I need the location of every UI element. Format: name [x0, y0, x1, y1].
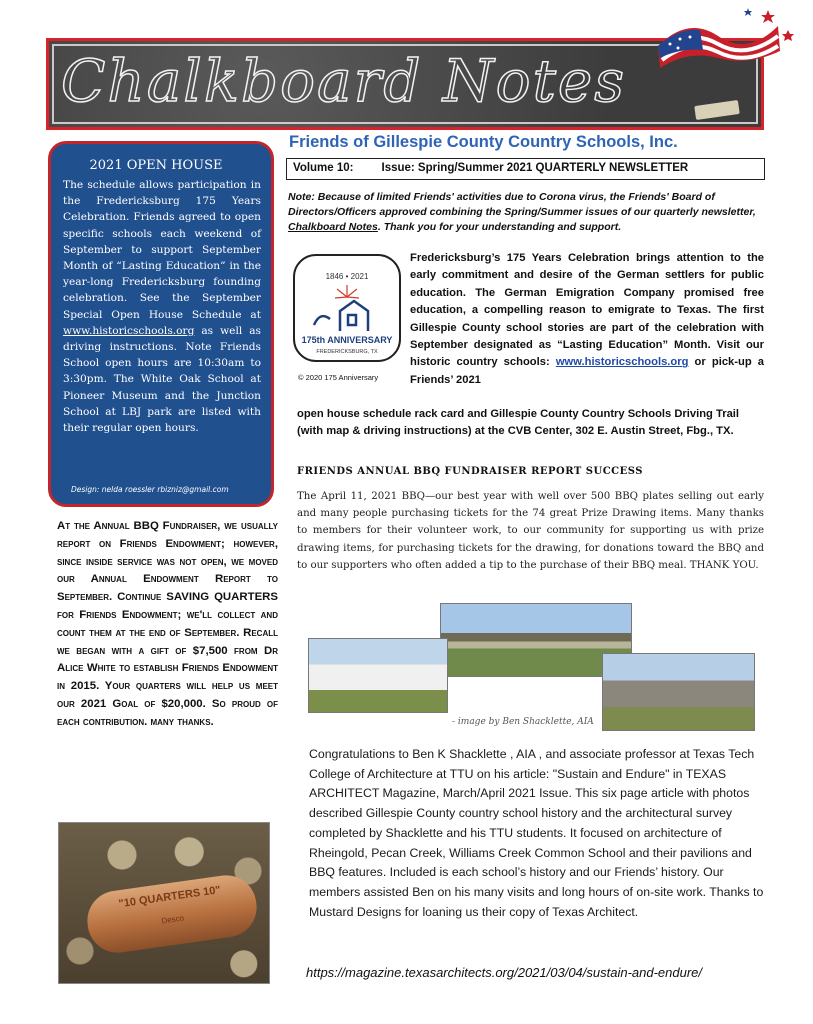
newsletter-title: Chalkboard Notes	[61, 47, 626, 115]
roll-mark: Desco	[160, 913, 185, 926]
roll-text: "10 QUARTERS 10"	[117, 884, 222, 911]
open-house-heading: 2021 OPEN HOUSE	[89, 158, 223, 173]
organization-title: Friends of Gillespie County Country Schools, Inc.	[289, 133, 678, 151]
celebration-text	[410, 250, 764, 389]
endowment-text: At the Annual BBQ Fundraiser, we usually report on Friends Endowment; however, since inside service was not open, we moved our Annual Endowment Report to September. Continue SAVING QUARTERS for Friends Endowment; we'll collect and count them at the end of September. Recall we began with a gift of $7,500 from Dr Alice White to establish Friends Endowment in 2015. Your quarters will help us meet our 2021 Goal of $20,000. So proud of each contribution. many thanks.	[57, 520, 278, 728]
celebration-link[interactable]: www.historicschools.org	[555, 356, 689, 369]
open-house-text-before: The schedule allows participation in the Fredericksburg 175 Years Celebration. Friends agreed to open specific schools each weekend of September to support September Month of “Lasting Education” in the year-long Fredericksburg founding celebration. See the September Special Open House Schedule at	[63, 179, 261, 321]
open-house-text	[51, 173, 271, 436]
photo-caption: - image by Ben Shacklette, AIA	[452, 717, 594, 727]
open-house-box	[48, 141, 274, 507]
logo-place: FREDERICKSBURG, TX	[316, 349, 378, 355]
quarters-photo	[58, 822, 270, 984]
anniversary-logo	[292, 253, 402, 368]
editor-note	[288, 190, 764, 235]
design-credit: Design: nelda roessler rbizniz@gmail.com	[71, 485, 229, 494]
note-text-before: Note: Because of limited Friends' activities due to Corona virus, the Friends' Board of Directors/Officers approved combining the Spring/Summer issues of our quarterly newsletter,	[288, 191, 756, 218]
issue-box	[286, 158, 765, 180]
bbq-text: The April 11, 2021 BBQ—our best year with well over 500 BBQ plates selling out early and many people purchasing tickets for the 74 great Prize Drawing items. Many thanks to members for their volunteer work, to our community for supporting us with prize drawing items, for purchasing tickets for the drawing, for donations toward the BBQ and to our supporters who often added a tip to the purchase of their BBQ meal. THANK YOU.	[297, 491, 764, 571]
note-text-after: . Thank you for your understanding and support.	[377, 221, 622, 233]
chalkboard-notes-link[interactable]: Chalkboard Notes	[288, 221, 378, 233]
logo-anniversary: 175th ANNIVERSARY	[301, 335, 393, 345]
school-photo-2	[308, 638, 448, 713]
open-house-text-after: as well as driving instructions. Note Friends School open hours are 10:30am to 3:30pm. The White Oak School at Pioneer Museum and the Junction School at LBJ park are listed with their regular open hours.	[63, 324, 261, 435]
issue-label: Issue: Spring/Summer 2021 QUARTERLY NEWSLETTER	[381, 162, 689, 174]
coin-roll	[84, 871, 261, 956]
school-photo-3	[602, 653, 755, 731]
volume-label: Volume 10:	[293, 162, 354, 174]
celebration-text-continued: open house schedule rack card and Gillespie County Country Schools Driving Trail (with map & driving instructions) at the CVB Center, 302 E. Austin Street, Fbg., TX.	[297, 408, 740, 438]
bbq-heading: FRIENDS ANNUAL BBQ FUNDRAISER REPORT SUCCESS	[297, 466, 643, 477]
celebration-text-before: Fredericksburg’s 175 Years Celebration brings attention to the early commitment and desire of the German settlers for public education. The German Emigration Company promised free education, a compelling reason to emigrate to Texas. The first Gillespie County school stories are part of the celebration with September designated as “Lasting Education” Month. Visit our historic country schools:	[410, 252, 764, 369]
celebration-text-mid: or pick-up a Friends’ 2021	[410, 356, 764, 386]
american-flag-icon	[648, 6, 798, 76]
article-url-link[interactable]: https://magazine.texasarchitects.org/2021/03/04/sustain-and-endure/	[306, 965, 703, 980]
historicschools-link[interactable]: www.historicschools.org	[63, 324, 195, 337]
logo-caption: © 2020 175 Anniversary	[298, 373, 379, 382]
congratulations-text: Congratulations to Ben K Shacklette , AIA , and associate professor at Texas Tech College of Architecture at TTU on his article: "Sustain and Endure" in TEXAS ARCHITECT Magazine, March/April 2021 Issue. This six page article with photos described Gillespie County country school history and the architectural survey completed by Shacklette and his TTU students. It focused on architecture of Rheingold, Pecan Creek, Williams Creek Common School and their pavilions and BBQ features. Included is each school’s history and our Friends’ history. Our members assisted Ben on his many visits and long hours of on-site work. Thanks to Mustard Designs for loaning us their copy of Texas Architect.	[309, 747, 764, 919]
logo-years: 1846 • 2021	[325, 272, 369, 281]
